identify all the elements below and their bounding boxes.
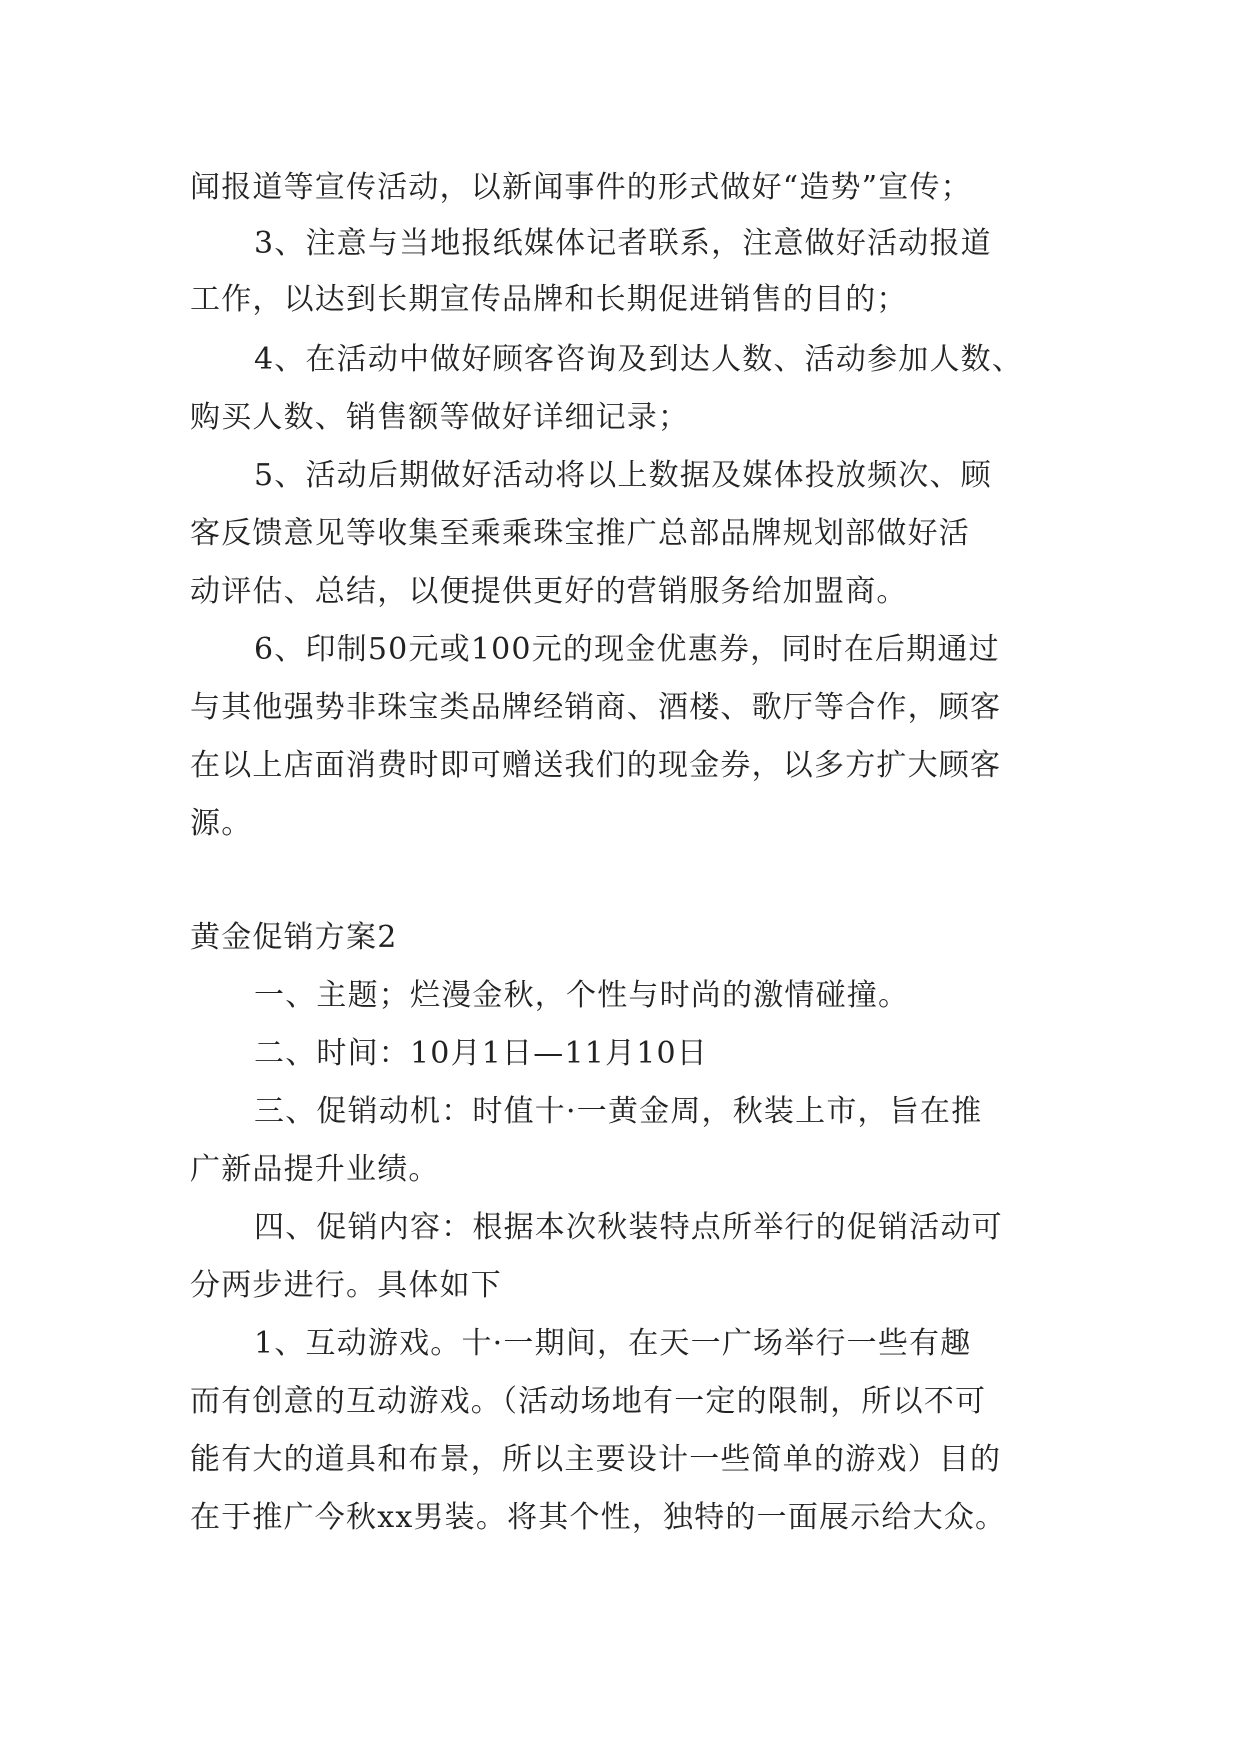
text-line: 客反馈意见等收集至乘乘珠宝推广总部品牌规划部做好活 — [190, 516, 970, 551]
text-line: 而有创意的互动游戏。（活动场地有一定的限制，所以不可 — [190, 1384, 987, 1419]
text-line: 动评估、总结，以便提供更好的营销服务给加盟商。 — [190, 574, 908, 609]
text-line: 与其他强势非珠宝类品牌经销商、酒楼、歌厅等合作，顾客 — [190, 690, 1002, 725]
text-line: 二、时间：10月1日—11月10日 — [254, 1036, 709, 1071]
text-line: 广新品提升业绩。 — [190, 1152, 440, 1187]
text-line: 四、促销内容：根据本次秋装特点所举行的促销活动可 — [254, 1210, 1003, 1245]
text-line: 三、促销动机：时值十·一黄金周，秋装上市，旨在推 — [254, 1094, 983, 1129]
text-line: 6、印制50元或100元的现金优惠券，同时在后期通过 — [254, 632, 1000, 667]
text-line: 工作，以达到长期宣传品牌和长期促进销售的目的； — [190, 282, 908, 317]
text-line: 源。 — [190, 806, 253, 841]
text-line: 1、互动游戏。十·一期间，在天一广场举行一些有趣 — [254, 1326, 972, 1361]
text-line: 在于推广今秋xx男装。将其个性，独特的一面展示给大众。 — [190, 1500, 1007, 1535]
text-line: 4、在活动中做好顾客咨询及到达人数、活动参加人数、 — [254, 342, 1024, 377]
text-line: 能有大的道具和布景，所以主要设计一些简单的游戏）目的 — [190, 1442, 1002, 1477]
section-heading: 黄金促销方案2 — [190, 920, 398, 955]
text-line: 一、主题；烂漫金秋，个性与时尚的激情碰撞。 — [254, 978, 910, 1013]
text-line: 5、活动后期做好活动将以上数据及媒体投放频次、顾 — [254, 458, 992, 493]
text-line: 3、注意与当地报纸媒体记者联系，注意做好活动报道 — [254, 226, 992, 261]
text-line: 分两步进行。具体如下 — [190, 1268, 502, 1303]
text-line: 在以上店面消费时即可赠送我们的现金券，以多方扩大顾客 — [190, 748, 1002, 783]
text-line: 闻报道等宣传活动，以新闻事件的形式做好“造势”宣传； — [190, 170, 972, 205]
text-line: 购买人数、销售额等做好详细记录； — [190, 400, 690, 435]
